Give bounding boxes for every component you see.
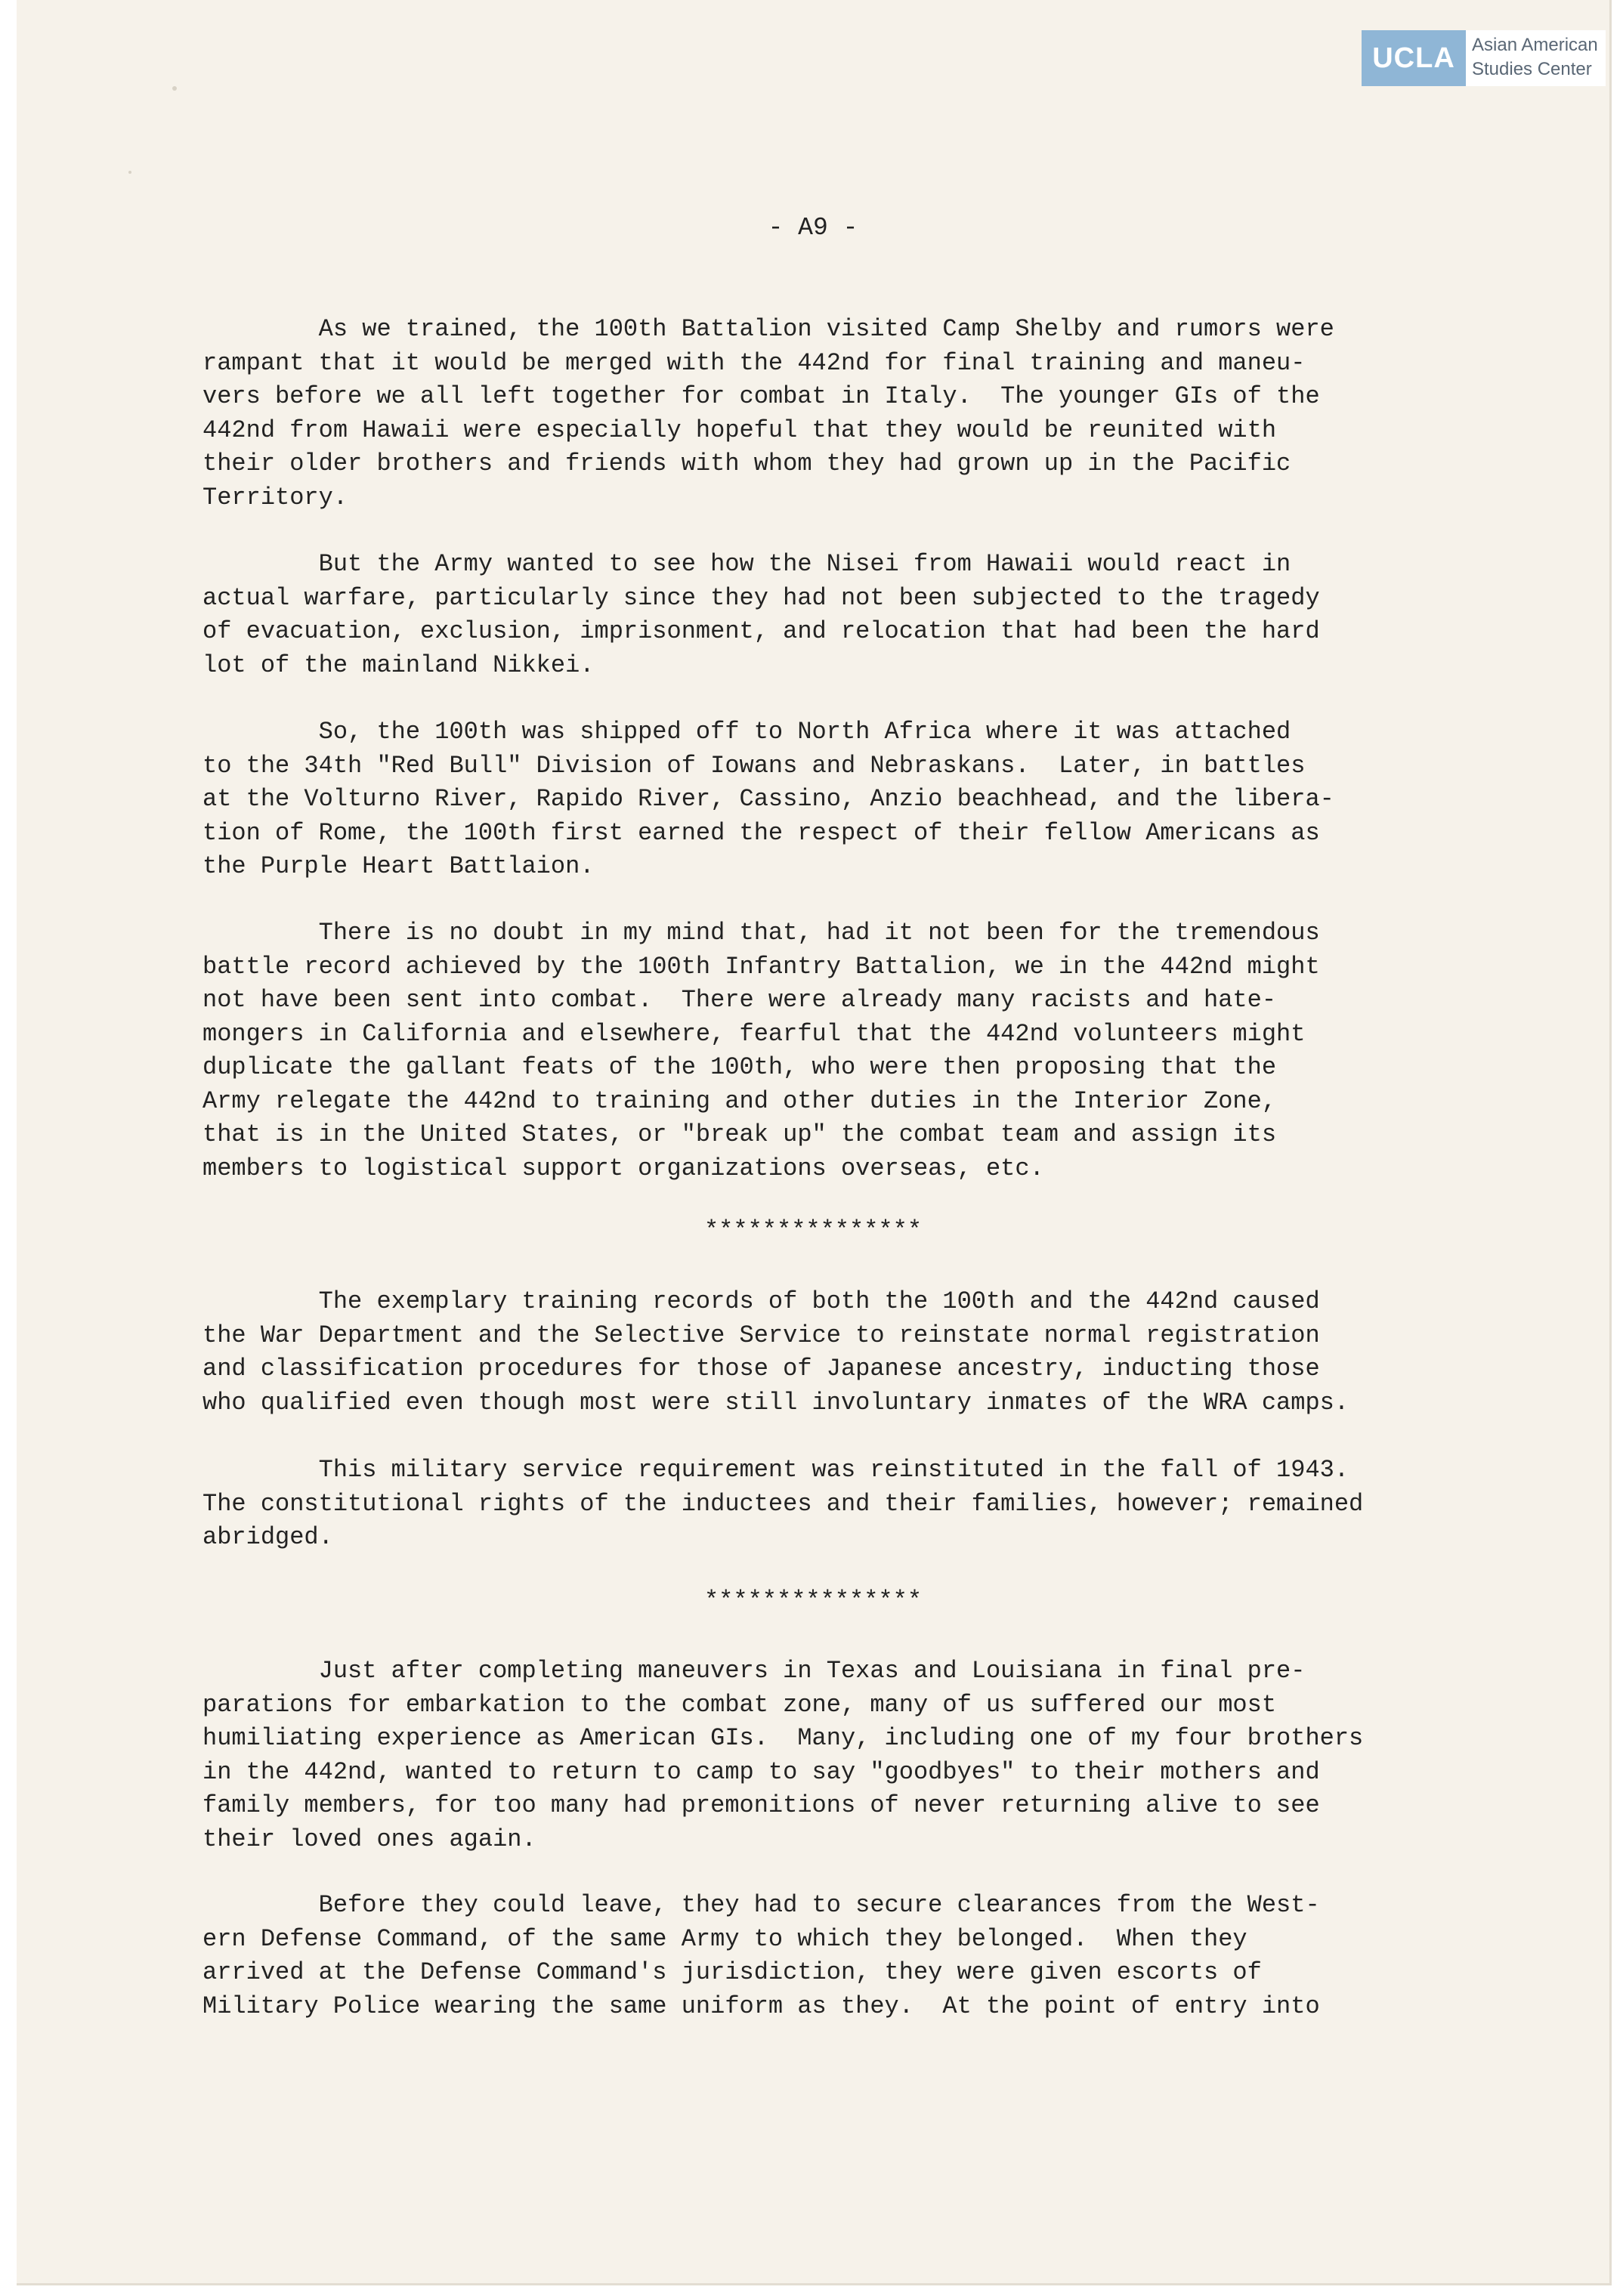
paragraph-6: This military service requirement was reinstituted in the fall of 1943. The constitutional rights of the inductees and their families, however; remained abridged. — [202, 1456, 1364, 1551]
paragraph-1: As we trained, the 100th Battalion visited Camp Shelby and rumors were rampant that it would be merged with the 442nd for final training and maneu- vers before we all left together for combat in Italy. The younger GIs of the 442nd from Hawaii were especially hopeful that they would be reunited with their older brothers and friends with whom they had grown up in the Pacific Territory. — [202, 315, 1334, 511]
paper-speck — [172, 86, 177, 91]
ucla-aasc-logo — [1362, 30, 1606, 86]
center-name — [1466, 30, 1606, 86]
paper-speck — [128, 171, 131, 174]
paragraph-2: But the Army wanted to see how the Nisei from Hawaii would react in actual warfare, particularly since they had not been subjected to the tragedy of evacuation, exclusion, imprisonment, and relocation that had been the hard lot of the mainland Nikkei. — [202, 550, 1320, 679]
page-number: - A9 - — [768, 214, 858, 242]
document-page — [17, 0, 1612, 2285]
paragraph-4: There is no doubt in my mind that, had it not been for the tremendous battle record achieved by the 100th Infantry Battalion, we in the 442nd might not have been sent into combat. There were already many racists and hate- mongers in California and elsewhere, fearful that the 442nd volunteers might duplicate the gallant feats of the 100th, who were then proposing that the Army relegate the 442nd to training and other duties in the Interior Zone, that is in the United States, or "break up" the combat team and assign its members to logistical support organizations overseas, etc. — [202, 919, 1320, 1182]
paragraph-3: So, the 100th was shipped off to North Africa where it was attached to the 34th "Red Bull" Division of Iowans and Nebraskans. Later, in battles at the Volturno River, Rapido River, Cassino, Anzio beachhead, and the libera- tion of Rome, the 100th first earned the respect of their fellow Americans as the Purple Heart Battlaion. — [202, 718, 1334, 880]
paragraph-8: Before they could leave, they had to secure clearances from the West- ern Defense Command, of the same Army to which they belonged. When they arrived at the Defense Command's jurisdiction, they were given escorts of Military Police wearing the same uniform as they. At the point of entry into — [202, 1891, 1320, 2020]
center-name-line-1: Asian American — [1472, 35, 1598, 55]
center-name-line-2: Studies Center — [1472, 59, 1592, 79]
section-separator: *************** — [703, 1587, 923, 1615]
paragraph-5: The exemplary training records of both the 100th and the 442nd caused the War Department and the Selective Service to reinstate normal registration and classification procedures for those of Japanese ancestry, inducting those who qualified even though most were still involuntary inmates of the WRA camps. — [202, 1287, 1349, 1417]
ucla-logo-block: UCLA — [1362, 30, 1466, 86]
paragraph-7: Just after completing maneuvers in Texas and Louisiana in final pre- parations for embarkation to the combat zone, many of us suffered our most humiliating experience as American GIs. Many, including one of my four brothers in the 442nd, wanted to return to camp to say "goodbyes" to their mothers and family members, for too many had premonitions of never returning alive to see their loved ones again. — [202, 1657, 1364, 1853]
section-separator: *************** — [703, 1216, 923, 1244]
